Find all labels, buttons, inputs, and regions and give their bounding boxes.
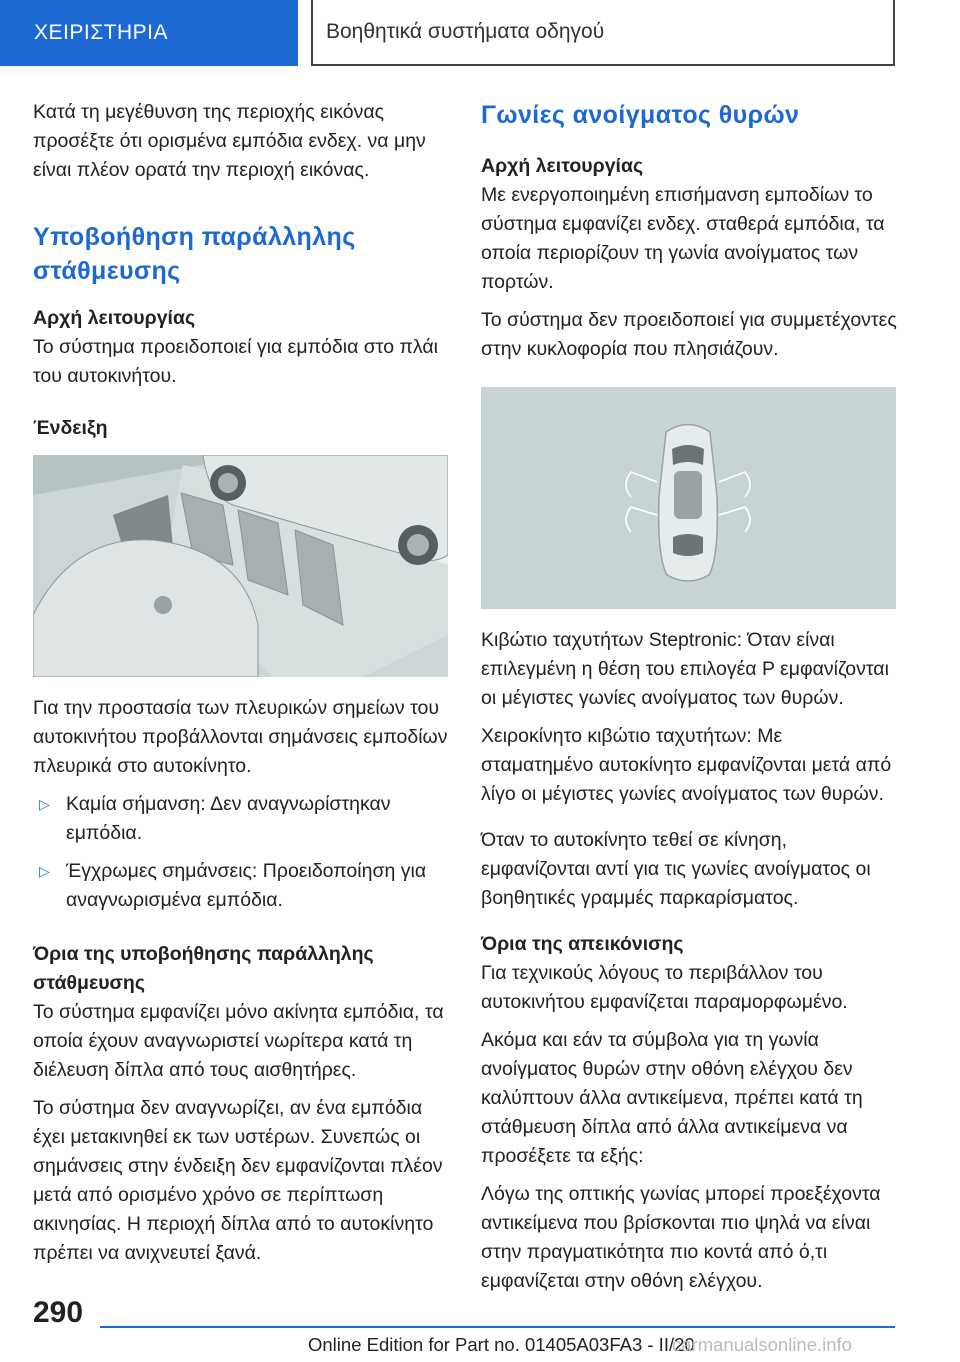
left-column bbox=[33, 98, 451, 1277]
principle-text-right-2: Το σύστημα δεν προειδοποιεί για συμμετέχοντες στην κυκλοφορία που πλησιάζουν. bbox=[481, 309, 897, 360]
limits-text-right-2: Ακόμα και εάν τα σύμβολα για τη γωνία ανοίγματος θυρών στην οθόνη ελέγχου δεν καλύπτουν άλλα αντικείμενα, πρέπει κατά τη στάθμευση δίπλα από άλλα αντικείμενα να προσέξετε τα εξής: bbox=[481, 1029, 863, 1167]
display-heading: Ένδειξη bbox=[33, 417, 108, 439]
limits-heading-right: Όρια της απεικόνισης bbox=[481, 933, 684, 955]
intro-text: Κατά τη μεγέθυνση της περιοχής εικόνας προσέξτε ότι ορισμένα εμπόδια ενδεχ. να μην είναι πλέον ορατά την περιοχή εικόνας. bbox=[33, 101, 426, 181]
display-text: Για την προστασία των πλευρικών σημείων του αυτοκινήτου προβάλλονται σημάνσεις εμποδίων πλευρικά στο αυτοκίνητο. bbox=[33, 697, 448, 777]
triangle-bullet-icon: ▷ bbox=[39, 863, 50, 879]
right-column bbox=[481, 98, 899, 1305]
limits-text-right-1: Για τεχνικούς λόγους το περιβάλλον του αυτοκινήτου εμφανίζεται παραμορφωμένο. bbox=[481, 962, 848, 1013]
chapter-title: Βοηθητικά συστήματα οδηγού bbox=[326, 20, 605, 43]
list-item bbox=[39, 790, 451, 857]
section-tab: ΧΕΙΡΙΣΤΗΡΙΑ bbox=[0, 0, 298, 66]
bullet-text: Καμία σήμανση: Δεν αναγνωρίστηκαν εμπόδια. bbox=[66, 793, 391, 844]
limits-heading-left: Όρια της υποβοήθησης παράλληλης στάθμευσης bbox=[33, 943, 374, 994]
steptronic-text: Κιβώτιο ταχυτήτων Steptronic: Όταν είναι επιλεγμένη η θέση του επιλογέα P εμφανίζονται οι μέγιστες γωνίες ανοίγματος των θυρών. bbox=[481, 629, 889, 709]
principle-heading-right: Αρχή λειτουργίας bbox=[481, 155, 644, 177]
watermark-link[interactable]: carmanualsonline.info bbox=[672, 1334, 852, 1355]
list-item bbox=[39, 857, 451, 924]
bullet-text: Έγχρωμες σημάνσεις: Προειδοποίηση για αναγνωρισμένα εμπόδια. bbox=[66, 860, 427, 911]
moving-text: Όταν το αυτοκίνητο τεθεί σε κίνηση, εμφανίζονται αντί για τις γωνίες ανοίγματος οι βοηθητικές γραμμές παρκαρίσματος. bbox=[481, 829, 871, 909]
principle-heading-left: Αρχή λειτουργίας bbox=[33, 307, 196, 329]
header-divider-right bbox=[893, 0, 895, 66]
parallel-parking-heading: Υποβοήθηση παράλληλης στάθμευσης bbox=[33, 223, 356, 285]
header-rule bbox=[311, 64, 895, 66]
principle-text-right-1: Με ενεργοποιημένη επισήμανση εμποδίων το σύστημα εμφανίζει ενδεχ. σταθερά εμπόδια, τα οποία περιορίζουν τη γωνία ανοίγματος των πορτών. bbox=[481, 184, 885, 293]
limits-text-left-2: Το σύστημα δεν αναγνωρίζει, αν ένα εμπόδια έχει μετακινηθεί εκ των υστέρων. Συνεπώς οι σημάνσεις στην ένδειξη δεν εμφανίζονται πλέον μετά από ορισμένο χρόνο σε περίπτωση ακινησίας. Η περιοχή δίπλα από το αυτοκίνητο πρέπει να ανιχνευτεί ξανά. bbox=[33, 1097, 443, 1264]
footer-rule bbox=[100, 1326, 895, 1328]
door-opening-angles-image bbox=[481, 387, 896, 609]
principle-text-left: Το σύστημα προειδοποιεί για εμπόδια στο πλάι του αυτοκινήτου. bbox=[33, 336, 438, 387]
parallel-parking-image bbox=[33, 455, 448, 677]
door-angles-heading: Γωνίες ανοίγματος θυρών bbox=[481, 101, 800, 129]
limits-text-right-3: Λόγω της οπτικής γωνίας μπορεί προεξέχοντα αντικείμενα που βρίσκονται πιο ψηλά να είναι στην πραγματικότητα πιο κοντά από ό,τι εμφανίζεται στην οθόνη ελέγχου. bbox=[481, 1183, 881, 1292]
header-divider bbox=[311, 0, 313, 66]
page-number: 290 bbox=[33, 1296, 84, 1329]
triangle-bullet-icon: ▷ bbox=[39, 796, 50, 812]
edition-text: Online Edition for Part no. 01405A03FA3 - II/20 bbox=[308, 1334, 695, 1355]
manual-gearbox-text: Χειροκίνητο κιβώτιο ταχυτήτων: Με σταματημένο αυτοκίνητο εμφανίζονται μετά από λίγο οι μέγιστες γωνίες ανοίγματος των θυρών. bbox=[481, 725, 892, 805]
limits-text-left-1: Το σύστημα εμφανίζει μόνο ακίνητα εμπόδια, τα οποία έχουν αναγνωριστεί νωρίτερα κατά τη διέλευση δίπλα από τους αισθητήρες. bbox=[33, 1001, 444, 1081]
